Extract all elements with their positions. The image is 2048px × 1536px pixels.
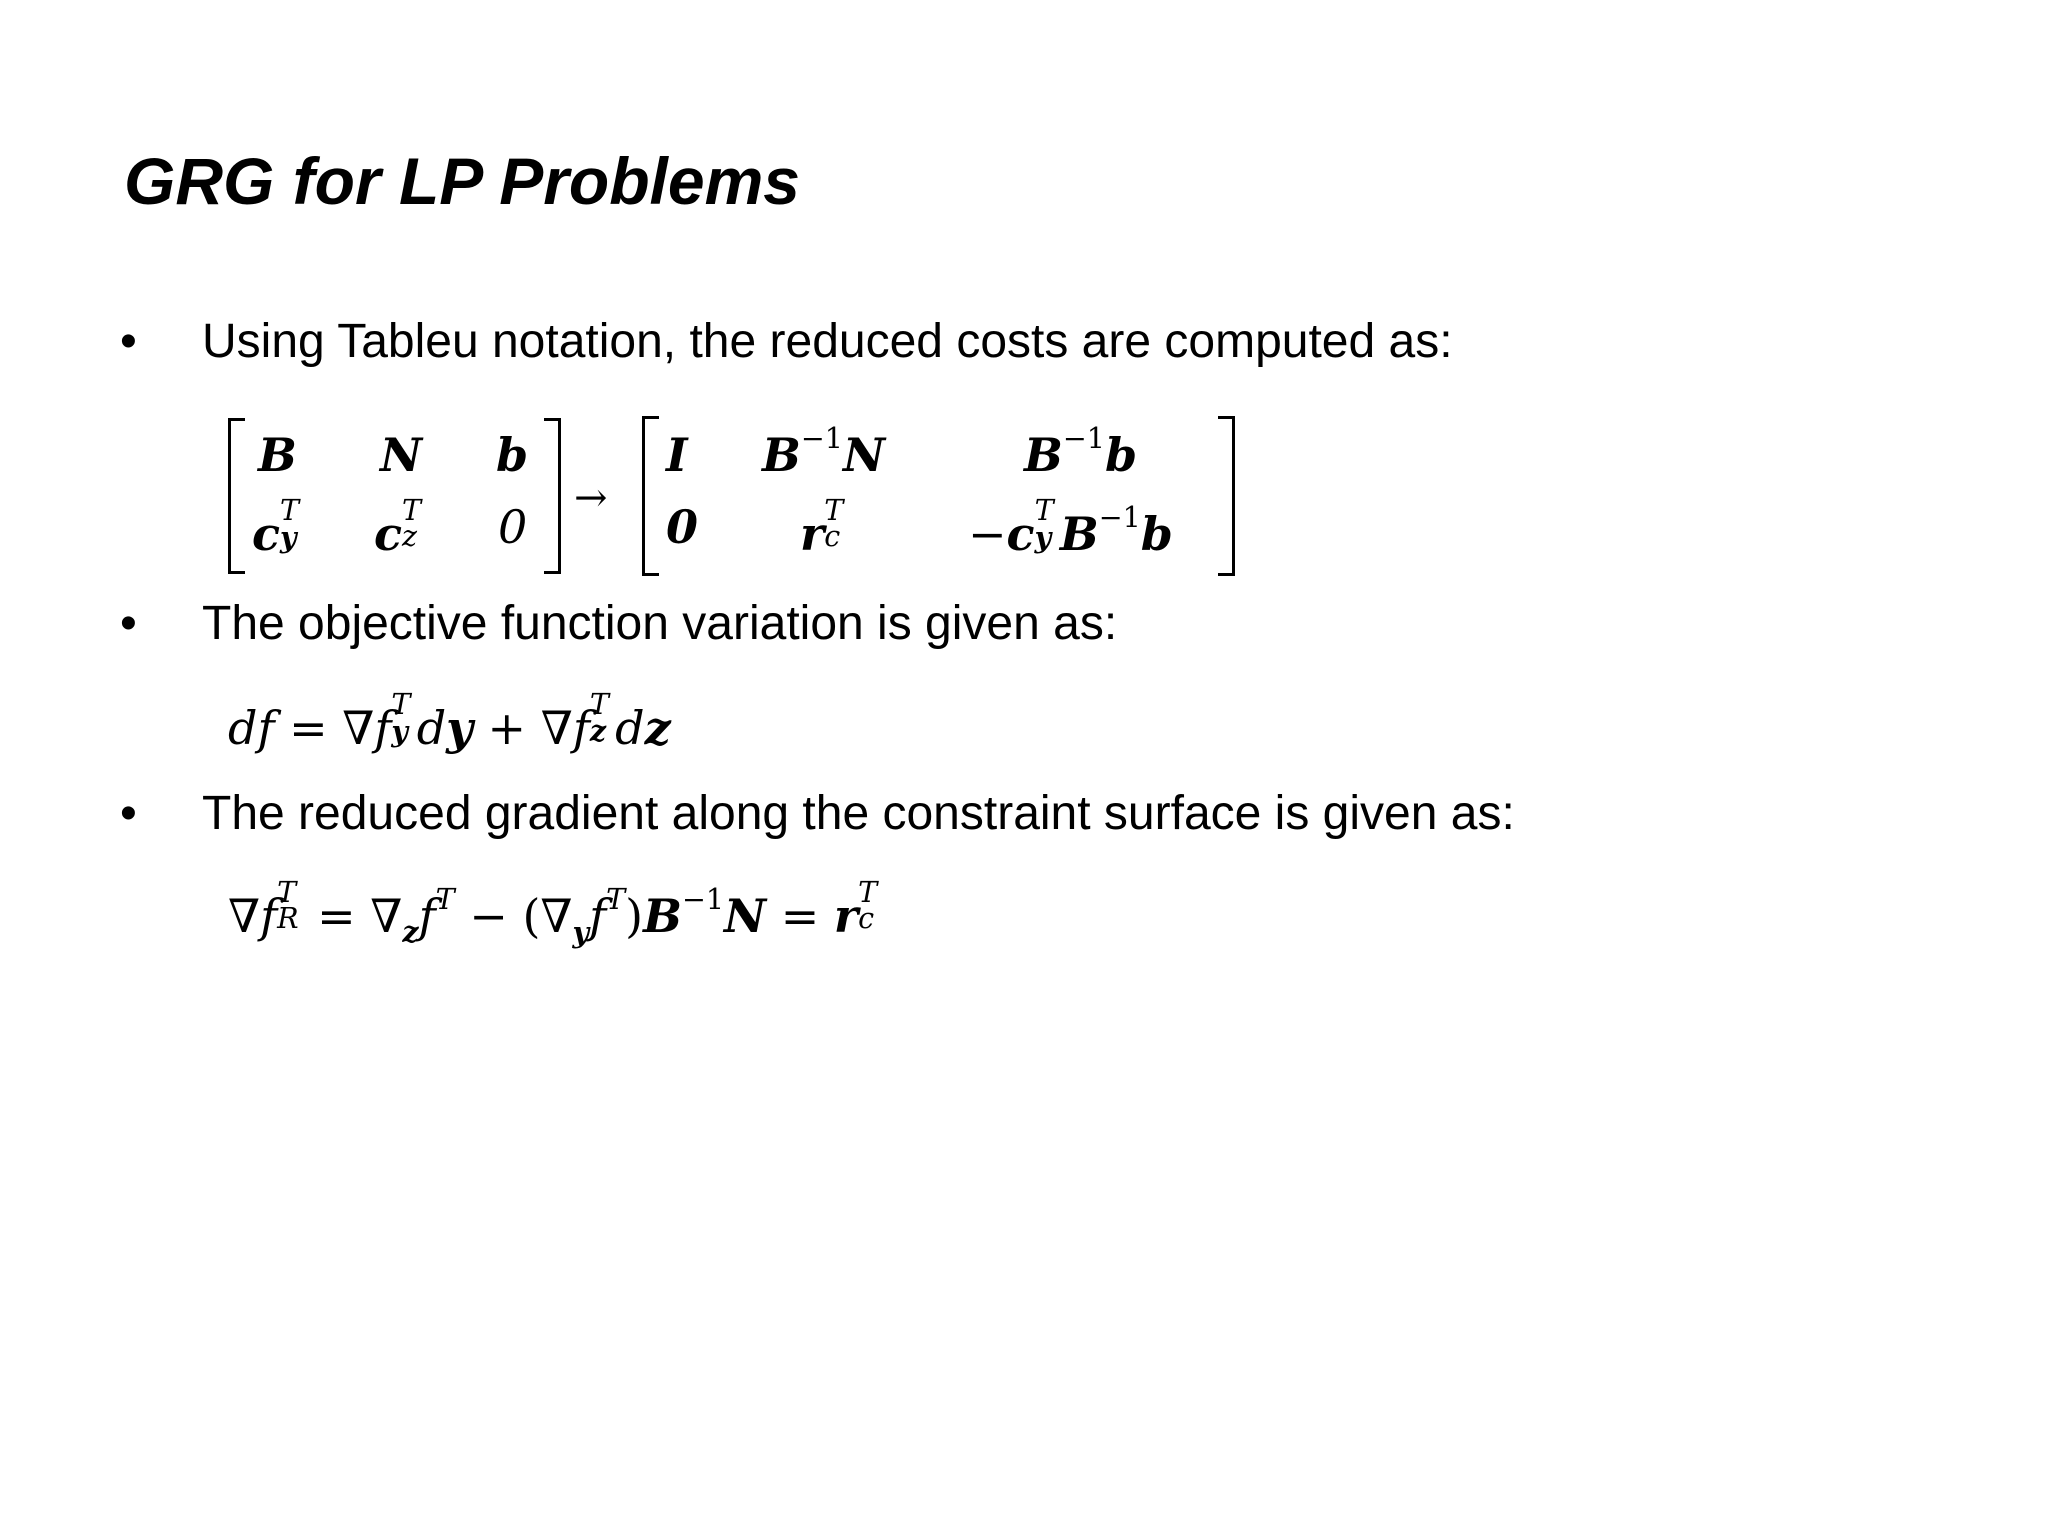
bullet-dot: • [120, 787, 137, 840]
matrix-cell-neg-cy-Binv-b: −c T y $B^{-1}b$ [968, 493, 1173, 561]
right-bracket [1218, 416, 1235, 576]
matrix-cell-B: B [258, 428, 297, 482]
matrix-cell-cz: c T z [374, 493, 422, 561]
matrix-cell-rc: r T c [800, 493, 844, 561]
slide-title: GRG for LP Problems [124, 144, 800, 218]
matrix-cell-cy: c T y [252, 493, 300, 561]
right-bracket [544, 418, 561, 574]
transform-arrow: → [574, 475, 608, 521]
objective-variation-equation: df = ∇f T y dy + ∇f T z dz [228, 687, 671, 755]
tableau-equation [228, 418, 1248, 578]
bullet-text: The objective function variation is given as: [202, 597, 1118, 650]
matrix-cell-zero: 0 [498, 500, 528, 554]
matrix-cell-zero-vector: 0 [666, 500, 699, 554]
bullet-text: The reduced gradient along the constraint surface is given as: [202, 787, 1515, 840]
bullet-dot: • [120, 315, 137, 368]
left-bracket [228, 418, 245, 574]
matrix-cell-I: I [666, 428, 688, 482]
bullet-dot: • [120, 597, 137, 650]
matrix-cell-N: N [380, 428, 423, 482]
matrix-cell-b: b [496, 428, 529, 482]
matrix-cell-Binv-b: $B^{-1}b$ [1024, 422, 1138, 482]
left-bracket [642, 416, 659, 576]
reduced-gradient-equation: ∇f T R = $\nabla_zf^T - (\nabla_yf^T)B^{-1}N = r$ T c [228, 875, 878, 949]
bullet-text: Using Tableu notation, the reduced costs are computed as: [202, 315, 1453, 368]
matrix-cell-Binv-N: $B^{-1}N$ [762, 422, 885, 482]
